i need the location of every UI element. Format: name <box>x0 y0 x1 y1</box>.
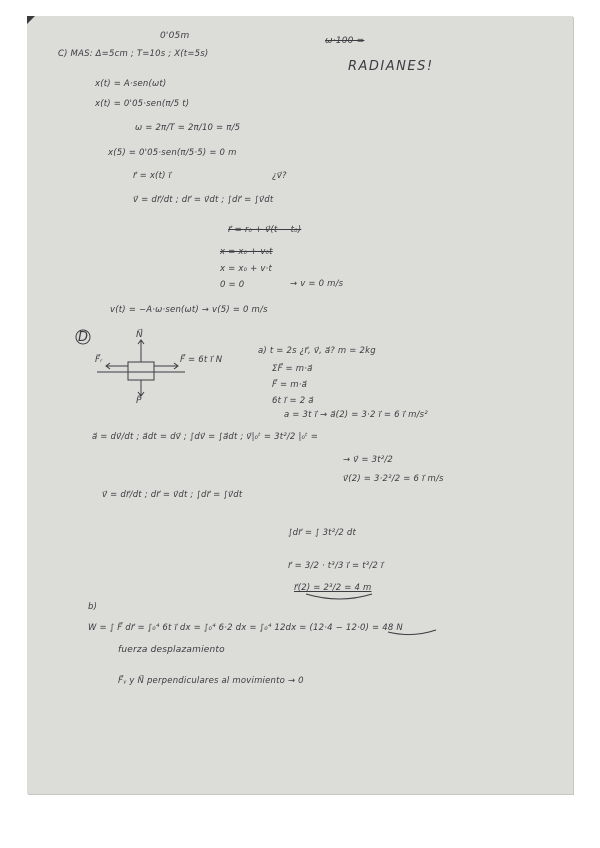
part-a-header: a) t = 2s ¿r⃗, v⃗, a⃗? m = 2kg <box>258 346 376 356</box>
equation-line: x = x₀ + v·t <box>220 264 272 274</box>
equation-line: x(5) = 0'05·sen(π/5·5) = 0 m <box>108 148 237 158</box>
block-body <box>128 362 154 380</box>
work-note: fuerza desplazamiento <box>118 645 225 655</box>
part-d-label: D <box>78 330 90 345</box>
equation-line: v⃗ = dr⃗/dt ; dr⃗ = v⃗dt ; ∫dr⃗ = ∫v⃗dt <box>133 195 274 205</box>
equation-line: v⃗ = dr⃗/dt ; dr⃗ = v⃗dt ; ∫dr⃗ = ∫v⃗dt <box>102 490 243 500</box>
equation-line: r⃗ = x(t) i⃗ <box>133 171 172 181</box>
final-note: F⃗ᵧ y N⃗ perpendiculares al movimiento → 0 <box>118 676 304 686</box>
weight-label: P⃗ <box>136 396 142 406</box>
equation-line: x = x₀ + v₀t <box>220 247 273 257</box>
equation-line: ¿v⃗? <box>272 171 287 181</box>
equation-line: F⃗ = m·a⃗ <box>272 380 308 390</box>
part-d-circle <box>76 330 90 344</box>
equation-line: 6t i⃗ = 2 a⃗ <box>272 396 314 406</box>
equation-line: 0 = 0 <box>220 280 245 290</box>
equation-line: a⃗ = dv⃗/dt ; a⃗dt = dv⃗ ; ∫dv⃗ = ∫a⃗dt ; v⃗|₀ᵗ = 3t²/2 |₀ᵗ = <box>92 432 319 442</box>
equation-line: x(t) = A·sen(ωt) <box>95 79 167 89</box>
equation-line: ω = 2π/T = 2π/10 = π/5 <box>135 123 241 133</box>
equation-line: r⃗ = 3/2 · t³/3 i⃗ = t³/2 i⃗ <box>288 561 384 571</box>
equation-line: r⃗ = r₀ + v⃗(t − t₀) <box>228 225 302 235</box>
equation-line: x(t) = 0'05·sen(π/5 t) <box>95 99 190 109</box>
equation-line: v⃗(2) = 3·2²/2 = 6 i⃗ m/s <box>343 474 444 484</box>
work-equation: W = ∫ F⃗ dr⃗ = ∫₀⁴ 6t i⃗ dx = ∫₀⁴ 6·2 dx = ∫₀⁴ 12dx = (12·4 − 12·0) = 48 N <box>88 623 403 633</box>
result-line: r⃗(2) = 2³/2 = 4 m <box>294 583 372 593</box>
annotation-amplitude: 0'05m <box>160 31 190 41</box>
answer-underline <box>306 594 372 599</box>
force-label: F⃗ = 6t i⃗ N <box>180 355 223 365</box>
equation-line: a = 3t i⃗ → a⃗(2) = 3·2 i⃗ = 6 i⃗ m/s² <box>284 410 428 420</box>
part-b-label: b) <box>88 602 98 612</box>
friction-label: F⃗ᵣ <box>95 355 103 365</box>
equation-line: → v = 0 m/s <box>290 279 344 289</box>
margin-note: ω·100 = <box>325 36 365 46</box>
equation-line: ΣF⃗ = m·a⃗ <box>272 364 313 374</box>
radianes-note: RADIANES! <box>348 59 434 74</box>
equation-line: ∫dr⃗ = ∫ 3t²/2 dt <box>288 528 357 538</box>
normal-label: N⃗ <box>136 330 143 340</box>
equation-line: → v⃗ = 3t²/2 <box>343 455 394 465</box>
equation-line: v(t) = −A·ω·sen(ωt) → v(5) = 0 m/s <box>110 305 268 315</box>
part-c-header: C) MAS: Δ=5cm ; T=10s ; X(t=5s) <box>58 49 209 59</box>
